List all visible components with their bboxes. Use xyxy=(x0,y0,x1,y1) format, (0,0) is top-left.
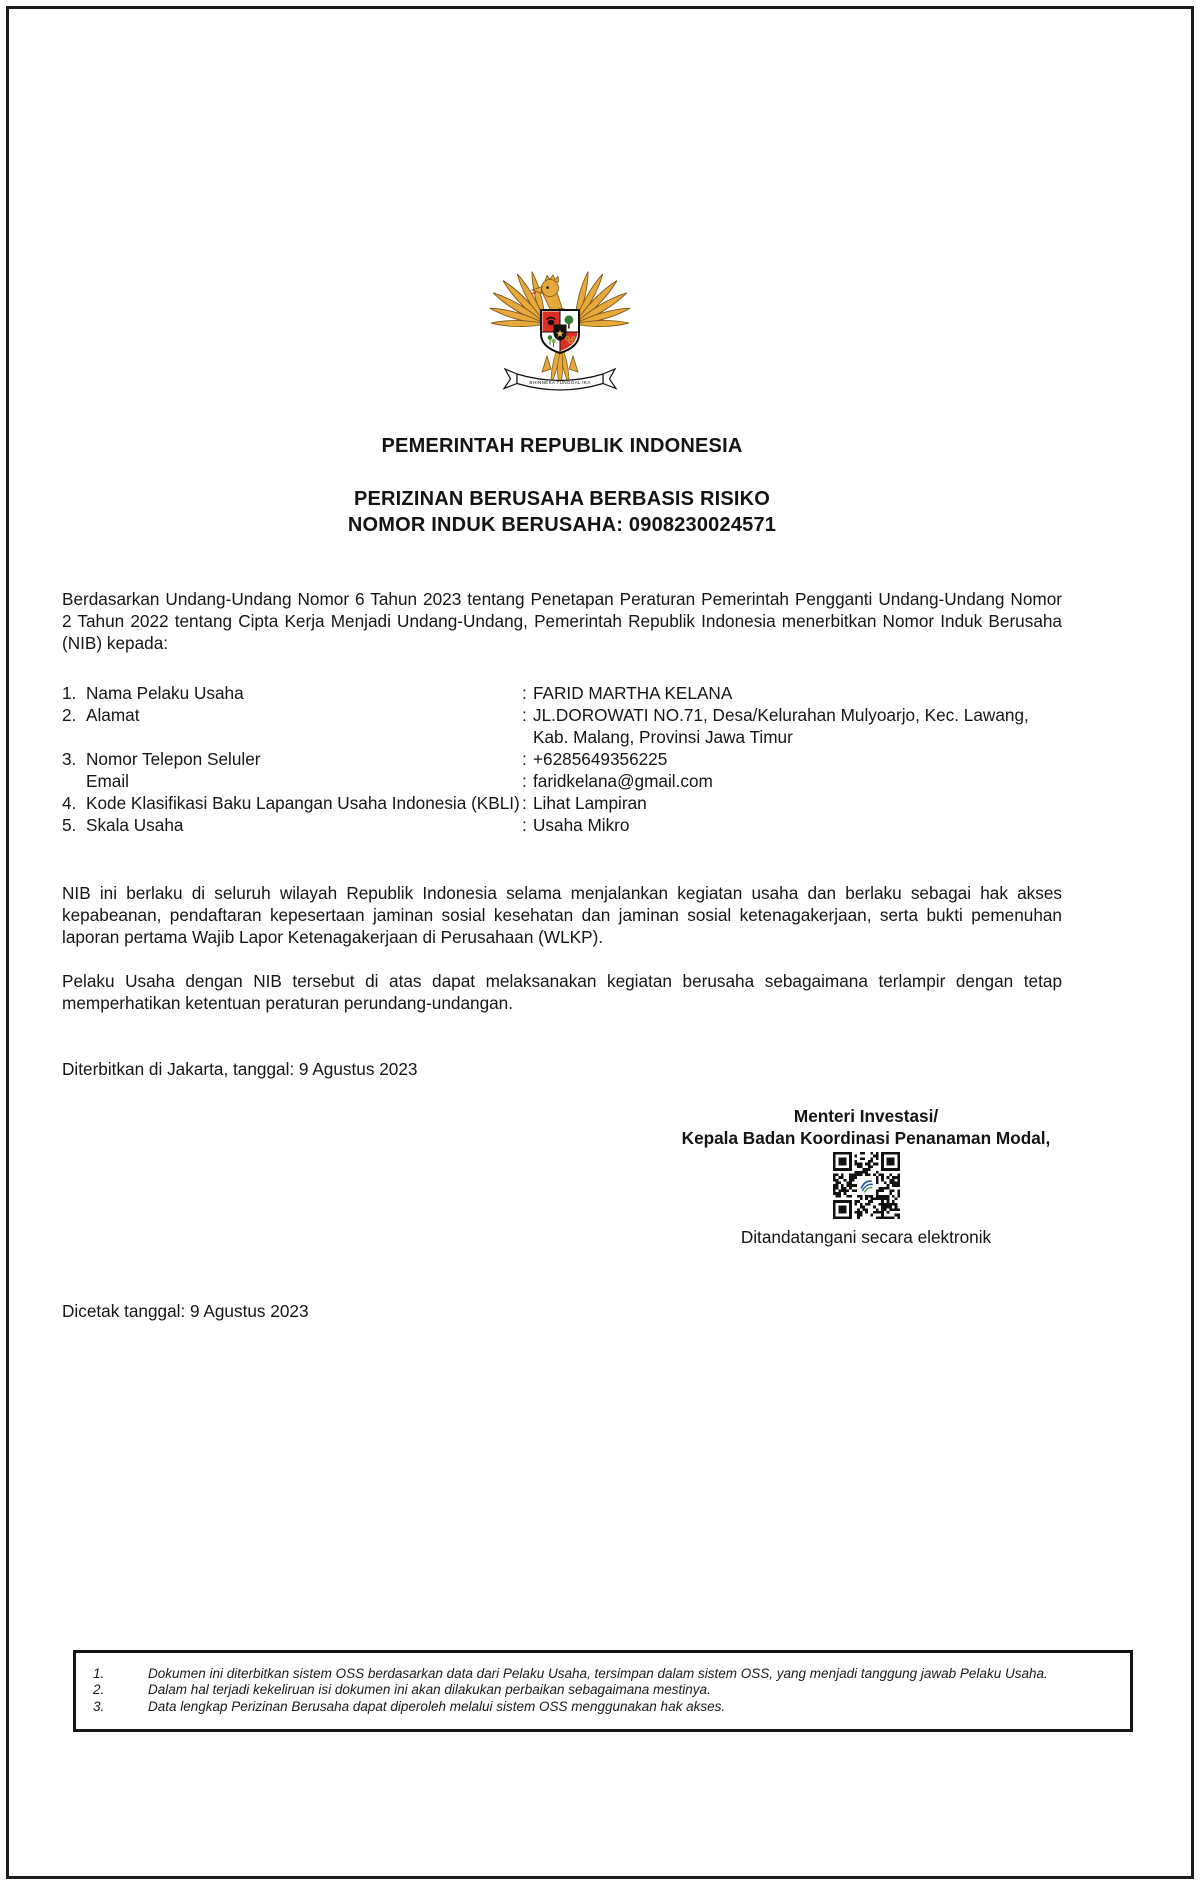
field-number: 5. xyxy=(62,815,77,835)
emblem-motto: BHINNEKA TUNGGAL IKA xyxy=(529,379,591,385)
field-colon: : xyxy=(522,749,527,769)
field-row-skala xyxy=(62,814,1066,836)
activity-paragraph: Pelaku Usaha dengan NIB tersebut di atas dapat melaksanakan kegiatan berusaha sebagaimana terlampir dengan tetap memperhatikan ketentuan peraturan perundang-undangan. xyxy=(62,971,1062,1013)
document-title-line1: PERIZINAN BERUSAHA BERBASIS RISIKO xyxy=(353,488,771,510)
document-title xyxy=(62,486,1062,538)
issued-line: Diterbitkan di Jakarta, tanggal: 9 Agustus 2023 xyxy=(62,1059,418,1079)
validity-paragraph: NIB ini berlaku di seluruh wilayah Republik Indonesia selama menjalankan kegiatan usaha dan berlaku sebagai hak akses kepabeanan, pendaftaran kepesertaan jaminan sosial kesehatan dan jaminan sosial ketenagakerjaan, serta bukti pemenuhan laporan pertama Wajib Lapor Ketenagakerjaan di Perusahaan (WLKP). xyxy=(62,883,1062,947)
field-label: Skala Usaha xyxy=(86,815,184,835)
field-number: 1. xyxy=(62,683,77,703)
signature-block xyxy=(666,1105,1066,1248)
disclaimer-number: 2. xyxy=(93,1682,105,1698)
field-label: Alamat xyxy=(86,705,140,725)
garuda-emblem-svg xyxy=(485,248,635,398)
qr-code xyxy=(833,1152,900,1219)
field-label: Kode Klasifikasi Baku Lapangan Usaha Indonesia (KBLI) xyxy=(86,793,520,813)
field-value: Usaha Mikro xyxy=(533,815,630,835)
field-row-email xyxy=(62,770,1066,792)
intro-paragraph: Berdasarkan Undang-Undang Nomor 6 Tahun 2023 tentang Penetapan Peraturan Pemerintah Pengganti Undang-Undang Nomor 2 Tahun 2022 tentang Cipta Kerja Menjadi Undang-Undang, Pemerintah Republik Indonesia menerbitkan Nomor Induk Berusaha (NIB) kepada: xyxy=(62,589,1062,653)
disclaimer-number: 1. xyxy=(93,1666,105,1681)
printed-line: Dicetak tanggal: 9 Agustus 2023 xyxy=(62,1301,309,1321)
garuda-pancasila-icon xyxy=(485,248,635,398)
disclaimer-row xyxy=(93,1666,1110,1682)
signatory-title-line1: Menteri Investasi/ xyxy=(793,1106,939,1126)
nib-number-line: NOMOR INDUK BERUSAHA: 0908230024571 xyxy=(347,514,777,536)
disclaimer-box xyxy=(73,1650,1133,1732)
field-value: +6285649356225 xyxy=(533,749,668,769)
field-value: faridkelana@gmail.com xyxy=(533,771,713,791)
disclaimer-row xyxy=(93,1699,1110,1715)
field-number: 2. xyxy=(62,705,77,725)
field-row-nama xyxy=(62,682,1066,704)
disclaimer-text: Dalam hal terjadi kekeliruan isi dokumen ini akan dilakukan perbaikan sebagaimana mestinya. xyxy=(148,1682,711,1698)
field-colon: : xyxy=(522,705,527,725)
government-title: PEMERINTAH REPUBLIK INDONESIA xyxy=(381,435,743,457)
field-colon: : xyxy=(522,771,527,791)
field-row-alamat xyxy=(62,704,1066,748)
pancasila-star-icon: ★ xyxy=(555,328,565,340)
field-number: 4. xyxy=(62,793,77,813)
business-fields xyxy=(62,682,1066,836)
field-colon: : xyxy=(522,793,527,813)
field-colon: : xyxy=(522,683,527,703)
field-value: FARID MARTHA KELANA xyxy=(533,683,733,703)
field-row-kbli xyxy=(62,792,1066,814)
field-label: Nomor Telepon Seluler xyxy=(86,749,261,769)
field-label: Nama Pelaku Usaha xyxy=(86,683,244,703)
disclaimer-text: Data lengkap Perizinan Berusaha dapat diperoleh melalui sistem OSS menggunakan hak akses. xyxy=(148,1698,726,1714)
field-value: JL.DOROWATI NO.71, Desa/Kelurahan Mulyoarjo, Kec. Lawang, Kab. Malang, Provinsi Jawa Timur xyxy=(533,705,1029,747)
field-label: Email xyxy=(86,771,129,791)
field-number: 3. xyxy=(62,749,77,769)
signatory-title-line2: Kepala Badan Koordinasi Penanaman Modal, xyxy=(681,1128,1051,1148)
disclaimer-text: Dokumen ini diterbitkan sistem OSS berdasarkan data dari Pelaku Usaha, tersimpan dalam sistem OSS, yang menjadi tanggung jawab Pelaku Usaha. xyxy=(148,1666,1048,1681)
esign-note: Ditandatangani secara elektronik xyxy=(740,1227,992,1247)
disclaimer-number: 3. xyxy=(93,1698,105,1714)
field-row-telepon xyxy=(62,748,1066,770)
bkpm-logo-icon xyxy=(858,1177,875,1194)
field-colon: : xyxy=(522,815,527,835)
field-value: Lihat Lampiran xyxy=(533,793,647,813)
disclaimer-row xyxy=(93,1682,1110,1698)
